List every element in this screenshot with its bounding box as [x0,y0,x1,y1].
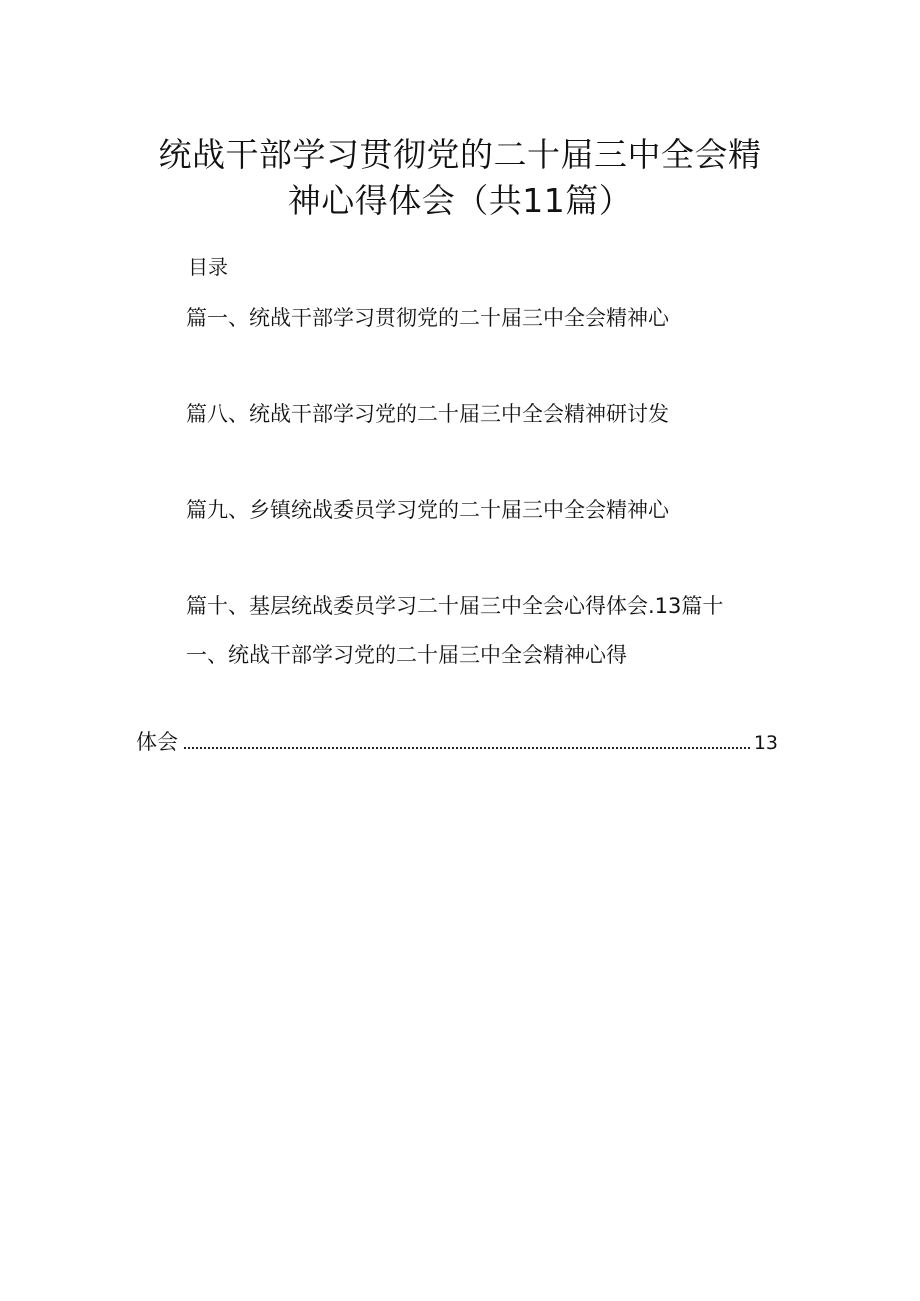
toc-entry-with-page[interactable] [136,727,778,759]
dot-leader [184,747,750,749]
toc-entry[interactable]: 篇十、基层统战委员学习二十届三中全会心得体会.13篇十 [186,594,724,618]
toc-heading: 目录 [188,255,228,279]
toc-page-number: 13 [753,732,778,754]
toc-entry[interactable]: 篇九、乡镇统战委员学习党的二十届三中全会精神心 [186,498,669,522]
toc-entry[interactable]: 篇八、统战干部学习党的二十届三中全会精神研讨发 [186,402,669,426]
toc-entry-label: 体会 [136,730,178,754]
toc-entry-continuation[interactable]: 一、统战干部学习党的二十届三中全会精神心得 [186,643,627,667]
document-title [150,132,770,224]
toc-entry[interactable]: 篇一、统战干部学习贯彻党的二十届三中全会精神心 [186,306,669,330]
title-line-2: 神心得体会（共11篇） [287,181,633,220]
title-line-1: 统战干部学习贯彻党的二十届三中全会精 [158,135,762,174]
